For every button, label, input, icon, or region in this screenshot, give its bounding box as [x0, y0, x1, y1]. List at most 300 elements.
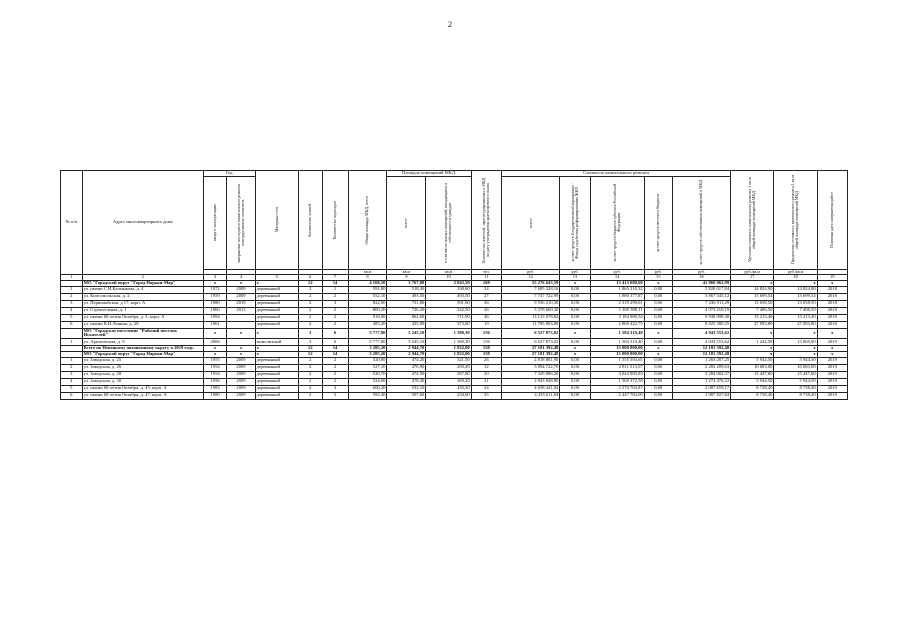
table-cell: 3 — [322, 385, 348, 392]
table-cell: 14 — [322, 346, 348, 352]
table-cell: 520,00 — [348, 357, 387, 364]
table-cell: 2009 — [227, 357, 255, 364]
table-cell: 13 058,50 — [774, 300, 817, 307]
table-cell: 5 245,10 — [387, 328, 426, 339]
table-cell: 474,50 — [387, 371, 426, 378]
table-row — [61, 357, 848, 364]
table-cell: х — [817, 280, 847, 286]
table-cell: х — [644, 280, 672, 286]
table-cell: 2018 — [817, 286, 847, 293]
table-cell: 2 — [61, 364, 83, 371]
table-cell: деревянный — [255, 392, 298, 399]
table-cell: 0,00 — [560, 339, 590, 346]
table-cell: 4 435 611,84 — [501, 392, 559, 399]
header-entrances: Количество подъездов — [322, 171, 348, 270]
unit-cell: руб./кв.м — [774, 269, 817, 274]
table-cell: 0,00 — [560, 300, 590, 307]
table-cell: 0,00 — [644, 314, 672, 321]
table-cell: 20 — [471, 371, 501, 378]
address-cell: МО "Городское поселение "Рабочий поселок Искателей" — [82, 328, 203, 339]
table-cell: 12 — [298, 346, 322, 352]
table-cell: 4 658 441,04 — [501, 385, 559, 392]
address-cell: ул. Арктическая, д. 9 — [82, 339, 203, 346]
table-cell: 507,60 — [387, 392, 426, 399]
table-cell: 10 683,00 — [731, 364, 774, 371]
table-cell: 1 244,58 — [731, 339, 774, 346]
table-cell: 6 — [61, 321, 83, 328]
table-cell: х — [731, 346, 774, 352]
table-cell: 2 — [298, 307, 322, 314]
table-cell: 2019 — [227, 300, 255, 307]
header-year-commission: ввода в эксплуатацию — [203, 176, 227, 269]
table-cell: 6 527 873,02 — [501, 328, 559, 339]
table-cell: 26 — [471, 357, 501, 364]
address-cell: ул. Строительная, д. 1 — [82, 307, 203, 314]
column-number: 17 — [731, 275, 774, 281]
table-cell: 0,00 — [560, 321, 590, 328]
table-cell: 24 — [471, 385, 501, 392]
table-cell: 12 — [298, 352, 322, 358]
table-cell: 1 — [61, 357, 83, 364]
table-cell: 2 — [322, 314, 348, 321]
table-cell: 21 — [471, 378, 501, 385]
group-row — [61, 328, 848, 339]
table-cell: 2019 — [817, 357, 847, 364]
table-row — [61, 300, 848, 307]
table-cell: 156 — [471, 339, 501, 346]
table-cell: 15 447,60 — [731, 371, 774, 378]
table-cell: 369,20 — [426, 378, 471, 385]
table-cell: 2018 — [817, 293, 847, 300]
unit-cell: кв.м — [348, 269, 387, 274]
table-cell: 6 — [322, 328, 348, 339]
table-cell: 527,10 — [348, 364, 387, 371]
table-cell: 7 406,50 — [731, 307, 774, 314]
table-row — [61, 293, 848, 300]
table-cell: 5 094 722,70 — [501, 364, 559, 371]
address-cell: МО "Городской округ "Город Нарьян-Мар" — [82, 280, 203, 286]
table-cell: 4 168,50 — [348, 280, 387, 286]
table-cell: х — [774, 280, 817, 286]
column-number: 10 — [426, 275, 471, 281]
header-wall-material: Материал стен — [255, 171, 298, 270]
table-row — [61, 371, 848, 378]
table-cell: 5 944,50 — [774, 378, 817, 385]
table-cell: 9 938 098,30 — [672, 314, 730, 321]
header-num: № п/п — [61, 171, 83, 275]
table-cell: 2009 — [227, 371, 255, 378]
table-cell: 2006 — [203, 339, 227, 346]
table-cell: 2 — [322, 364, 348, 371]
table-cell: 0,00 — [560, 286, 590, 293]
unit-cell: руб. — [644, 269, 672, 274]
column-number: 13 — [560, 275, 590, 281]
table-cell: 591,00 — [348, 286, 387, 293]
table-cell: 2 — [298, 371, 322, 378]
table-cell: 822,00 — [348, 300, 387, 307]
table-cell: 2 — [322, 378, 348, 385]
table-cell: х — [255, 328, 298, 339]
table-cell: 1994 — [203, 314, 227, 321]
table-cell: 2 319 299,01 — [590, 300, 644, 307]
table-cell: 1 880 377,87 — [590, 293, 644, 300]
table-cell: 2 — [298, 385, 322, 392]
table-cell — [227, 321, 255, 328]
column-number: 11 — [471, 275, 501, 281]
column-number: 2 — [82, 275, 203, 281]
table-cell: 330,60 — [426, 286, 471, 293]
table-cell: 1955 — [203, 357, 227, 364]
unit-cell: руб. — [560, 269, 590, 274]
table-cell: 3 — [322, 300, 348, 307]
table-cell: 7 236 911,29 — [672, 300, 730, 307]
table-cell: 5 944,50 — [731, 357, 774, 364]
table-cell: деревянный — [255, 371, 298, 378]
table-cell: 7 329 886,20 — [501, 371, 559, 378]
address-cell: ул. имени 60-летия Октября, д. 45, корп. А — [82, 385, 203, 392]
table-row — [61, 378, 848, 385]
table-cell: 15 699,54 — [731, 293, 774, 300]
table-cell: х — [774, 328, 817, 339]
header-cost-group: Стоимость капитального ремонта — [501, 171, 730, 177]
address-cell: ул. Заводская, д. 28 — [82, 371, 203, 378]
table-cell: 27 093,80 — [774, 321, 817, 328]
table-cell: 7 747 722,99 — [501, 293, 559, 300]
table-cell: 3 — [322, 392, 348, 399]
table-cell: 0,00 — [644, 307, 672, 314]
table-cell: х — [560, 346, 590, 352]
table-cell: х — [560, 352, 590, 358]
table-cell: х — [203, 328, 227, 339]
table-cell: 1 263 287,25 — [672, 357, 730, 364]
table-cell: 1 380,30 — [426, 328, 471, 339]
table-cell: 3 285,20 — [348, 352, 387, 358]
header-premises-group: Площадь помещений МКД: — [387, 171, 471, 177]
header-premises-residential: в том числе жилых помещений, находящихся в собственности граждан — [426, 176, 471, 269]
table-cell: 5 944,50 — [774, 357, 817, 364]
table-cell: 3 184 980,54 — [590, 314, 644, 321]
table-cell: х — [817, 352, 847, 358]
header-cost-fund: за счет средств Государственной корпорации - Фонда содействия реформированию ЖКХ — [560, 176, 590, 269]
table-cell: 10 683,00 — [774, 364, 817, 371]
table-cell: 1 — [61, 339, 83, 346]
table-cell: 4 044 983,83 — [590, 371, 644, 378]
table-cell: 1 584 319,40 — [590, 339, 644, 346]
table-cell: 2018 — [817, 321, 847, 328]
table-cell: 6 — [322, 339, 348, 346]
unit-cell: руб. — [501, 269, 559, 274]
table-cell: 12 181 392,48 — [672, 346, 730, 352]
table-cell: 34 — [471, 286, 501, 293]
column-number: 18 — [774, 275, 817, 281]
table-cell: 1 584 319,40 — [590, 328, 644, 339]
table-cell: 2019 — [817, 364, 847, 371]
table-cell: 435,50 — [426, 385, 471, 392]
table-cell: 15 000 000,00 — [590, 346, 644, 352]
address-cell: ул. имени 60-летия Октября, д. 47, корп. А — [82, 392, 203, 399]
column-number: 6 — [298, 275, 322, 281]
table-cell: 7 685 328,16 — [501, 286, 559, 293]
table-cell: 5 245,10 — [387, 339, 426, 346]
table-cell: 13 869,90 — [774, 339, 817, 346]
table-cell: 9 556 210,30 — [501, 300, 559, 307]
table-cell: 2009 — [227, 378, 255, 385]
table-cell: х — [203, 346, 227, 352]
table-cell: х — [644, 352, 672, 358]
table-cell: 27 093,80 — [731, 321, 774, 328]
column-number: 16 — [672, 275, 730, 281]
unit-cell: кв.м — [426, 269, 471, 274]
table-cell: х — [560, 328, 590, 339]
table-cell: 1954 — [203, 364, 227, 371]
table-cell: деревянный — [255, 364, 298, 371]
table-cell: 0,00 — [560, 385, 590, 392]
table-cell: 5 — [61, 385, 83, 392]
table-row — [61, 286, 848, 293]
table-cell: 3 284 902,37 — [672, 371, 730, 378]
address-cell: ул. Комсомольская, д. 2 — [82, 293, 203, 300]
table-cell: 0,00 — [644, 339, 672, 346]
table-row — [61, 364, 848, 371]
table-cell: 2009 — [227, 286, 255, 293]
table-cell: 2 — [298, 293, 322, 300]
table-cell: 5 867 345,12 — [672, 293, 730, 300]
table-cell: 1 380,30 — [426, 339, 471, 346]
table-cell: х — [227, 352, 255, 358]
table-cell: 19 — [471, 321, 501, 328]
table-cell: 4 943 553,62 — [672, 328, 730, 339]
table-cell: 14 — [322, 280, 348, 286]
table-cell: 0,00 — [644, 357, 672, 364]
table-cell: 1 822,00 — [426, 352, 471, 358]
table-cell: 11 785 803,00 — [501, 321, 559, 328]
table-cell: 5 777,80 — [348, 328, 387, 339]
table-cell: 55 276 643,59 — [501, 280, 559, 286]
table-cell: 5 777,80 — [348, 339, 387, 346]
table-cell: 1959 — [203, 293, 227, 300]
table-cell: 518,40 — [387, 286, 426, 293]
table-cell — [227, 339, 255, 346]
table-cell: 0,00 — [560, 357, 590, 364]
header-floors: Количество этажей — [298, 171, 322, 270]
table-cell: 591,60 — [426, 300, 471, 307]
table-cell: 1 865 210,32 — [590, 286, 644, 293]
table-cell: 493,50 — [387, 293, 426, 300]
table-cell: х — [227, 280, 255, 286]
header-cost-total: всего: — [501, 176, 559, 269]
table-cell: 2 283 209,63 — [672, 364, 730, 371]
table-cell: х — [644, 346, 672, 352]
table-cell: 5 820 017,84 — [672, 286, 730, 293]
table-cell: 0,00 — [644, 385, 672, 392]
table-cell: 1 569 372,58 — [590, 378, 644, 385]
table-cell: 15 213,40 — [774, 314, 817, 321]
table-cell: 520,70 — [348, 371, 387, 378]
header-total-area: Общая площадь МКД, всего — [348, 171, 387, 270]
table-row — [61, 392, 848, 399]
table-cell: 13 123 078,84 — [501, 314, 559, 321]
table-cell: 2009 — [227, 385, 255, 392]
address-cell: ул. Заводская, д. 26 — [82, 364, 203, 371]
table-cell: 2 — [298, 357, 322, 364]
header-premises-total: всего: — [387, 176, 426, 269]
table-cell: 46 — [471, 314, 501, 321]
table-cell: 2 818 881,90 — [501, 357, 559, 364]
table-cell: 8 738,40 — [774, 392, 817, 399]
table-cell — [227, 314, 255, 321]
table-cell: 485,20 — [348, 321, 387, 328]
table-row — [61, 385, 848, 392]
address-cell: ул. имени В.И.Ленина, д. 28 — [82, 321, 203, 328]
table-cell: 1980 — [203, 300, 227, 307]
page-number: 2 — [448, 20, 452, 29]
table-cell: 800,20 — [348, 307, 387, 314]
table-cell: 2009 — [227, 293, 255, 300]
table-cell: 4 — [61, 307, 83, 314]
unit-cell: кв.м — [387, 269, 426, 274]
table-cell: 552,10 — [348, 293, 387, 300]
table-cell: 2 — [322, 293, 348, 300]
table-cell: 0,00 — [560, 364, 590, 371]
table-cell: 2 — [322, 307, 348, 314]
column-number: 15 — [644, 275, 672, 281]
column-number: 9 — [387, 275, 426, 281]
table-cell: х — [731, 280, 774, 286]
table-cell: 0,00 — [644, 392, 672, 399]
table-cell: 1 274 476,22 — [672, 378, 730, 385]
table-cell: 3 767,00 — [387, 280, 426, 286]
table-cell: 2 — [298, 378, 322, 385]
table-cell: х — [731, 328, 774, 339]
unit-cell: руб. — [590, 269, 644, 274]
table-cell: 234,60 — [426, 392, 471, 399]
table-cell: 918,00 — [348, 314, 387, 321]
table-cell: 533,10 — [387, 385, 426, 392]
table-cell: 731,80 — [387, 300, 426, 307]
header-year-last-repair: завершение последнего капитального ремонта конструктивных элементов — [227, 176, 255, 269]
table-cell: 493,50 — [426, 293, 471, 300]
table-cell: 1 555 594,65 — [590, 357, 644, 364]
table-cell: 1956 — [203, 378, 227, 385]
table-cell: 1980 — [203, 392, 227, 399]
table-row — [61, 307, 848, 314]
table-cell: х — [255, 352, 298, 358]
table-cell: 26 — [471, 307, 501, 314]
table-cell: монолитный — [255, 339, 298, 346]
column-number: 3 — [203, 275, 227, 281]
table-cell: 367,80 — [426, 371, 471, 378]
table-cell: х — [255, 346, 298, 352]
table-cell: 726,20 — [387, 307, 426, 314]
table-cell: 3 — [61, 300, 83, 307]
table-row — [61, 321, 848, 328]
table-cell: 1 — [322, 286, 348, 293]
table-cell: 2 087 659,17 — [672, 385, 730, 392]
table-cell: 5 — [61, 314, 83, 321]
column-number: 8 — [348, 275, 387, 281]
table-cell: 2 843,50 — [426, 280, 471, 286]
column-number: 1 — [61, 275, 83, 281]
table-cell: 27 181 392,48 — [501, 352, 559, 358]
table-cell: 0,00 — [644, 300, 672, 307]
header-address: Адрес многоквартирного дома — [82, 171, 203, 275]
table-cell: 8 738,40 — [731, 385, 774, 392]
header-year-group: Год — [203, 171, 255, 177]
table-cell: 156 — [471, 328, 501, 339]
table-cell: х — [560, 280, 590, 286]
table-cell: 2 — [61, 293, 83, 300]
table-cell: 12 — [298, 280, 322, 286]
table-cell: 13 415 680,60 — [590, 280, 644, 286]
unit-cell: чел. — [471, 269, 501, 274]
table-cell: х — [817, 328, 847, 339]
table-cell: 2 — [298, 364, 322, 371]
unit-cell: руб./кв.м — [731, 269, 774, 274]
table-cell: 2 944,70 — [387, 352, 426, 358]
table-cell: 293,49 — [426, 364, 471, 371]
table-cell: 27 181 392,48 — [501, 346, 559, 352]
table-cell: х — [203, 280, 227, 286]
header-planned-date: Плановая дата завершения работ — [817, 171, 847, 270]
table-cell: 2 — [298, 286, 322, 293]
address-cell: ул. Первомайская, д.17, корп. А — [82, 300, 203, 307]
table-cell: 2019 — [817, 392, 847, 399]
table-cell: 1961 — [203, 321, 227, 328]
table-cell: 2009 — [227, 392, 255, 399]
column-number: 5 — [255, 275, 298, 281]
table-cell: 2009 — [227, 364, 255, 371]
table-cell: х — [644, 328, 672, 339]
table-cell: 2 — [298, 321, 322, 328]
table-cell: 13 058,50 — [731, 300, 774, 307]
table-cell: х — [203, 352, 227, 358]
table-cell: деревянный — [255, 307, 298, 314]
table-cell: 1954 — [203, 371, 227, 378]
table-cell: 6 — [61, 392, 83, 399]
address-cell: ул. имени 60-летия Октября, д. 3, корп. А — [82, 314, 203, 321]
table-cell: 8 738,40 — [731, 392, 774, 399]
table-cell: х — [817, 346, 847, 352]
table-cell: 2 811 513,07 — [590, 364, 644, 371]
table-cell: 1 305 390,11 — [590, 307, 644, 314]
table-cell: 0,00 — [644, 378, 672, 385]
table-cell: 1972 — [203, 286, 227, 293]
table-cell: 0,00 — [644, 371, 672, 378]
column-number: 12 — [501, 275, 559, 281]
table-cell: 35 — [471, 392, 501, 399]
table-cell: деревянный — [255, 314, 298, 321]
table-cell: 4 943 553,62 — [672, 339, 730, 346]
table-cell: 15 699,54 — [774, 293, 817, 300]
column-number: 7 — [322, 275, 348, 281]
table-cell: 8 738,40 — [774, 385, 817, 392]
table-cell: 2 843 848,80 — [501, 378, 559, 385]
table-cell: 3 — [298, 339, 322, 346]
table-cell: 321,50 — [426, 357, 471, 364]
table-row — [61, 339, 848, 346]
column-number: 19 — [817, 275, 847, 281]
table-cell: деревянный — [255, 321, 298, 328]
table-cell: деревянный — [255, 385, 298, 392]
table-cell: 0,00 — [644, 286, 672, 293]
table-cell: 0,00 — [560, 371, 590, 378]
table-cell: 2019 — [817, 371, 847, 378]
column-number: 14 — [590, 275, 644, 281]
table-cell: 15 213,40 — [731, 314, 774, 321]
table-cell: 168 — [471, 280, 501, 286]
header-cost-owners: за счет средств собственников помещений в МКД — [672, 176, 730, 269]
table-cell: 1 822,00 — [426, 346, 471, 352]
